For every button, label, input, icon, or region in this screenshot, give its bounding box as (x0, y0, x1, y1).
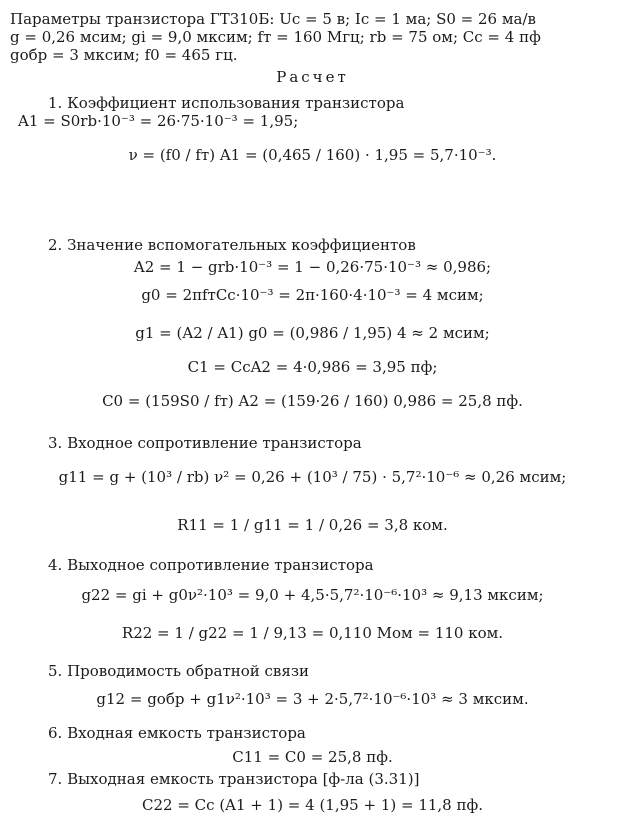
transistor-parameters (10, 10, 615, 64)
step-5-heading: 5. Проводимость обратной связи (48, 662, 310, 680)
step-7-heading: 7. Выходная емкость транзистора [ф-ла (3.31)] (48, 770, 420, 788)
step-1-formula-2: ν = (f0 / fт) A1 = (0,465 / 160) · 1,95 = 5,7·10⁻³. (128, 146, 497, 164)
step-3-formula-1: g11 = g + (10³ / rb) ν² = 0,26 + (10³ / 75) · 5,7²·10⁻⁶ ≈ 0,26 мсим; (58, 468, 567, 486)
step-2-formula-3: g1 = (A2 / A1) g0 = (0,986 / 1,95) 4 ≈ 2 мсим; (135, 324, 490, 342)
step-6-formula-1: C11 = C0 = 25,8 пф. (232, 748, 393, 766)
step-4-formula-2: R22 = 1 / g22 = 1 / 9,13 = 0,110 Мом = 110 ком. (121, 624, 504, 642)
parameters-line-3: gобр = 3 мксим; f0 = 465 гц. (10, 46, 238, 64)
step-2-formula-2: g0 = 2πfтCc·10⁻³ = 2π·160·4·10⁻³ = 4 мсим; (141, 286, 484, 304)
step-2-formula-5: C0 = (159S0 / fт) A2 = (159·26 / 160) 0,986 = 25,8 пф. (102, 392, 523, 410)
step-3-heading: 3. Входное сопротивление транзистора (48, 434, 362, 452)
step-7-formula-1: C22 = Cc (A1 + 1) = 4 (1,95 + 1) = 11,8 пф. (142, 796, 483, 814)
step-1-formula-1: A1 = S0rb·10⁻³ = 26·75·10⁻³ = 1,95; (18, 112, 299, 130)
step-2-heading: 2. Значение вспомогательных коэффициентов (48, 236, 416, 254)
parameters-line-2: g = 0,26 мсим; gi = 9,0 мксим; fт = 160 Мгц; rb = 75 ом; Cc = 4 пф (10, 28, 541, 46)
step-5-formula-1: g12 = gобр + g1ν²·10³ = 3 + 2·5,7²·10⁻⁶·10³ ≈ 3 мксим. (96, 690, 529, 708)
step-6-heading: 6. Входная емкость транзистора (48, 724, 306, 742)
step-2-formula-1: A2 = 1 − grb·10⁻³ = 1 − 0,26·75·10⁻³ ≈ 0,986; (133, 258, 492, 276)
step-2-formula-4: C1 = CcA2 = 4·0,986 = 3,95 пф; (187, 358, 438, 376)
step-1-heading: 1. Коэффициент использования транзистора (48, 94, 405, 112)
section-title: Расчет (276, 68, 349, 86)
step-4-formula-1: g22 = gi + g0ν²·10³ = 9,0 + 4,5·5,7²·10⁻⁶·10³ ≈ 9,13 мксим; (81, 586, 544, 604)
step-3-formula-2: R11 = 1 / g11 = 1 / 0,26 = 3,8 ком. (177, 516, 448, 534)
parameters-line-1: Параметры транзистора ГТ310Б: Uc = 5 в; Ic = 1 ма; S0 = 26 ма/в (10, 10, 536, 28)
step-4-heading: 4. Выходное сопротивление транзистора (48, 556, 374, 574)
